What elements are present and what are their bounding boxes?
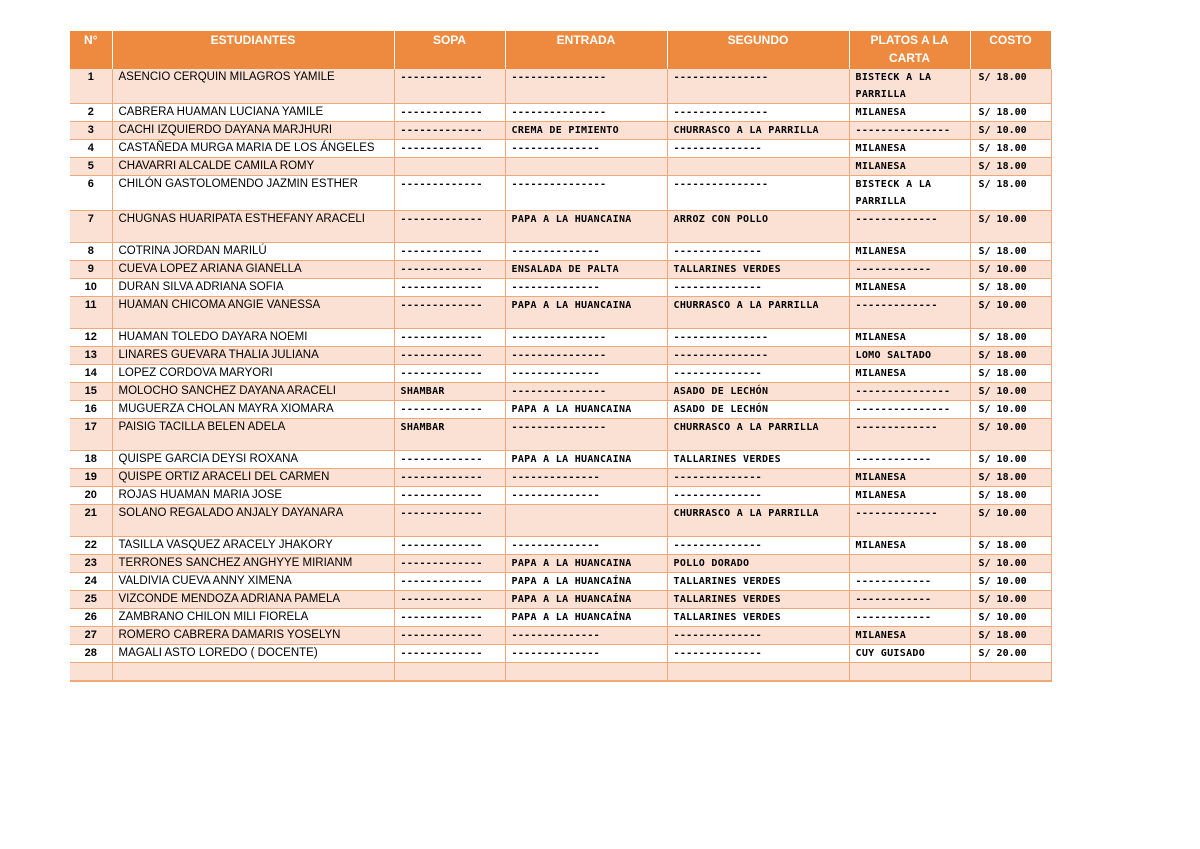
cell-carta: LOMO SALTADO bbox=[849, 347, 970, 365]
cell-costo: S/ 10.00 bbox=[970, 122, 1051, 140]
cell-sopa: ------------- bbox=[394, 487, 505, 505]
cell-carta: ------------ bbox=[849, 591, 970, 609]
cell-carta bbox=[849, 663, 970, 682]
cell-num: 20 bbox=[70, 487, 112, 505]
cell-num: 1 bbox=[70, 69, 112, 104]
cell-carta: MILANESA bbox=[849, 140, 970, 158]
cell-carta: MILANESA bbox=[849, 104, 970, 122]
cell-student-name: LINARES GUEVARA THALIA JULIANA bbox=[112, 347, 394, 365]
cell-sopa: ------------- bbox=[394, 140, 505, 158]
cell-segundo: ASADO DE LECHÓN bbox=[667, 401, 849, 419]
cell-costo: S/ 10.00 bbox=[970, 451, 1051, 469]
table-row bbox=[70, 591, 1051, 609]
cell-entrada: PAPA A LA HUANCAINA bbox=[505, 451, 667, 469]
table-row bbox=[70, 243, 1051, 261]
cell-num: 21 bbox=[70, 505, 112, 537]
cell-carta: BISTECK A LA PARRILLA bbox=[849, 176, 970, 211]
cell-sopa: ------------- bbox=[394, 609, 505, 627]
cell-carta: MILANESA bbox=[849, 469, 970, 487]
cell-costo: S/ 18.00 bbox=[970, 69, 1051, 104]
cell-sopa: ------------- bbox=[394, 243, 505, 261]
cell-entrada: ENSALADA DE PALTA bbox=[505, 261, 667, 279]
cell-costo: S/ 10.00 bbox=[970, 505, 1051, 537]
cell-entrada: PAPA A LA HUANCAINA bbox=[505, 555, 667, 573]
cell-segundo: POLLO DORADO bbox=[667, 555, 849, 573]
cell-carta: --------------- bbox=[849, 122, 970, 140]
cell-entrada: --------------- bbox=[505, 383, 667, 401]
cell-carta: ------------- bbox=[849, 297, 970, 329]
cell-sopa: ------------- bbox=[394, 555, 505, 573]
cell-entrada: PAPA A LA HUANCAÍNA bbox=[505, 591, 667, 609]
cell-carta: ------------ bbox=[849, 573, 970, 591]
cell-student-name: ROJAS HUAMAN MARIA JOSE bbox=[112, 487, 394, 505]
cell-sopa: ------------- bbox=[394, 297, 505, 329]
cell-entrada: -------------- bbox=[505, 645, 667, 663]
cell-segundo: TALLARINES VERDES bbox=[667, 609, 849, 627]
cell-costo: S/ 18.00 bbox=[970, 627, 1051, 645]
cell-student-name: CABRERA HUAMAN LUCIANA YAMILE bbox=[112, 104, 394, 122]
cell-segundo: -------------- bbox=[667, 645, 849, 663]
table-row bbox=[70, 279, 1051, 297]
cell-entrada: --------------- bbox=[505, 347, 667, 365]
cell-entrada: -------------- bbox=[505, 537, 667, 555]
cell-num: 7 bbox=[70, 211, 112, 243]
cell-student-name: VIZCONDE MENDOZA ADRIANA PAMELA bbox=[112, 591, 394, 609]
cell-num: 4 bbox=[70, 140, 112, 158]
table-row bbox=[70, 555, 1051, 573]
cell-segundo: --------------- bbox=[667, 104, 849, 122]
cell-num: 17 bbox=[70, 419, 112, 451]
cell-num: 18 bbox=[70, 451, 112, 469]
col-header-sopa: SOPA bbox=[394, 31, 505, 69]
table-row bbox=[70, 69, 1051, 104]
cell-costo: S/ 10.00 bbox=[970, 591, 1051, 609]
cell-num: 19 bbox=[70, 469, 112, 487]
cell-num: 13 bbox=[70, 347, 112, 365]
table-row bbox=[70, 329, 1051, 347]
cell-carta: MILANESA bbox=[849, 537, 970, 555]
cell-entrada: -------------- bbox=[505, 365, 667, 383]
cell-sopa: ------------- bbox=[394, 469, 505, 487]
cell-segundo: --------------- bbox=[667, 347, 849, 365]
cell-student-name: ROMERO CABRERA DAMARIS YOSELYN bbox=[112, 627, 394, 645]
cell-segundo: --------------- bbox=[667, 69, 849, 104]
cell-entrada bbox=[505, 505, 667, 537]
cell-costo: S/ 10.00 bbox=[970, 573, 1051, 591]
cell-entrada: -------------- bbox=[505, 279, 667, 297]
cell-segundo bbox=[667, 663, 849, 682]
cell-student-name: TERRONES SANCHEZ ANGHYYE MIRIANM bbox=[112, 555, 394, 573]
cell-student-name: DURAN SILVA ADRIANA SOFIA bbox=[112, 279, 394, 297]
cell-student-name bbox=[112, 663, 394, 682]
cell-costo: S/ 18.00 bbox=[970, 347, 1051, 365]
cell-student-name: SOLANO REGALADO ANJALY DAYANARA bbox=[112, 505, 394, 537]
cell-carta: BISTECK A LA PARRILLA bbox=[849, 69, 970, 104]
table-row bbox=[70, 573, 1051, 591]
cell-costo: S/ 10.00 bbox=[970, 383, 1051, 401]
table-row bbox=[70, 419, 1051, 451]
table-row bbox=[70, 297, 1051, 329]
cell-num: 16 bbox=[70, 401, 112, 419]
cell-costo: S/ 10.00 bbox=[970, 555, 1051, 573]
table-row bbox=[70, 401, 1051, 419]
table-row bbox=[70, 487, 1051, 505]
table-row bbox=[70, 505, 1051, 537]
cell-segundo: TALLARINES VERDES bbox=[667, 573, 849, 591]
table-row bbox=[70, 261, 1051, 279]
cell-student-name: CACHI IZQUIERDO DAYANA MARJHURI bbox=[112, 122, 394, 140]
cell-sopa: ------------- bbox=[394, 122, 505, 140]
cell-costo: S/ 10.00 bbox=[970, 261, 1051, 279]
cell-segundo: TALLARINES VERDES bbox=[667, 451, 849, 469]
cell-costo bbox=[970, 663, 1051, 682]
cell-costo: S/ 18.00 bbox=[970, 537, 1051, 555]
cell-entrada: --------------- bbox=[505, 104, 667, 122]
table-row bbox=[70, 347, 1051, 365]
cell-segundo: --------------- bbox=[667, 176, 849, 211]
cell-carta: MILANESA bbox=[849, 158, 970, 176]
cell-num: 14 bbox=[70, 365, 112, 383]
cell-sopa: ------------- bbox=[394, 401, 505, 419]
cell-segundo: -------------- bbox=[667, 279, 849, 297]
cell-costo: S/ 18.00 bbox=[970, 329, 1051, 347]
cell-carta: ------------ bbox=[849, 609, 970, 627]
col-header-segundo: SEGUNDO bbox=[667, 31, 849, 69]
cell-num: 11 bbox=[70, 297, 112, 329]
cell-num: 24 bbox=[70, 573, 112, 591]
cell-costo: S/ 18.00 bbox=[970, 279, 1051, 297]
cell-student-name: QUISPE ORTIZ ARACELI DEL CARMEN bbox=[112, 469, 394, 487]
cell-num: 9 bbox=[70, 261, 112, 279]
cell-entrada: --------------- bbox=[505, 176, 667, 211]
table-row bbox=[70, 158, 1051, 176]
cell-costo: S/ 10.00 bbox=[970, 609, 1051, 627]
cell-num: 23 bbox=[70, 555, 112, 573]
cell-student-name: ZAMBRANO CHILON MILI FIORELA bbox=[112, 609, 394, 627]
cell-student-name: CHAVARRI ALCALDE CAMILA ROMY bbox=[112, 158, 394, 176]
cell-sopa: SHAMBAR bbox=[394, 383, 505, 401]
cell-segundo: TALLARINES VERDES bbox=[667, 261, 849, 279]
cell-sopa: ------------- bbox=[394, 69, 505, 104]
cell-sopa: ------------- bbox=[394, 279, 505, 297]
table-row bbox=[70, 469, 1051, 487]
table-row bbox=[70, 663, 1051, 682]
table-row bbox=[70, 451, 1051, 469]
cell-segundo: -------------- bbox=[667, 537, 849, 555]
cell-student-name: MOLOCHO SANCHEZ DAYANA ARACELI bbox=[112, 383, 394, 401]
cell-carta: --------------- bbox=[849, 401, 970, 419]
cell-student-name: QUISPE GARCIA DEYSI ROXANA bbox=[112, 451, 394, 469]
cell-num: 26 bbox=[70, 609, 112, 627]
cell-sopa: ------------- bbox=[394, 451, 505, 469]
cell-student-name: PAISIG TACILLA BELEN ADELA bbox=[112, 419, 394, 451]
cell-entrada: CREMA DE PIMIENTO bbox=[505, 122, 667, 140]
cell-carta: MILANESA bbox=[849, 627, 970, 645]
cell-student-name: CASTAÑEDA MURGA MARIA DE LOS ÁNGELES bbox=[112, 140, 394, 158]
cell-student-name: VALDIVIA CUEVA ANNY XIMENA bbox=[112, 573, 394, 591]
cell-carta: MILANESA bbox=[849, 279, 970, 297]
cell-carta: ------------ bbox=[849, 261, 970, 279]
col-header-num: N° bbox=[70, 31, 112, 69]
cell-student-name: CHILÓN GASTOLOMENDO JAZMIN ESTHER bbox=[112, 176, 394, 211]
cell-entrada: PAPA A LA HUANCAINA bbox=[505, 401, 667, 419]
cell-entrada: --------------- bbox=[505, 419, 667, 451]
cell-segundo: -------------- bbox=[667, 140, 849, 158]
table-row bbox=[70, 176, 1051, 211]
cell-student-name: LOPEZ CORDOVA MARYORI bbox=[112, 365, 394, 383]
cell-segundo bbox=[667, 158, 849, 176]
cell-entrada: PAPA A LA HUANCAINA bbox=[505, 297, 667, 329]
cell-carta bbox=[849, 555, 970, 573]
table-row bbox=[70, 627, 1051, 645]
cell-costo: S/ 18.00 bbox=[970, 158, 1051, 176]
cell-num: 22 bbox=[70, 537, 112, 555]
cell-segundo: CHURRASCO A LA PARRILLA bbox=[667, 297, 849, 329]
cell-entrada: -------------- bbox=[505, 243, 667, 261]
cell-segundo: -------------- bbox=[667, 627, 849, 645]
cell-costo: S/ 18.00 bbox=[970, 487, 1051, 505]
cell-carta: CUY GUISADO bbox=[849, 645, 970, 663]
cell-student-name: CUEVA LOPEZ ARIANA GIANELLA bbox=[112, 261, 394, 279]
cell-costo: S/ 18.00 bbox=[970, 365, 1051, 383]
table-row bbox=[70, 122, 1051, 140]
table-row bbox=[70, 383, 1051, 401]
cell-costo: S/ 18.00 bbox=[970, 140, 1051, 158]
cell-entrada: --------------- bbox=[505, 69, 667, 104]
cell-segundo: CHURRASCO A LA PARRILLA bbox=[667, 419, 849, 451]
table-row bbox=[70, 104, 1051, 122]
cell-entrada bbox=[505, 158, 667, 176]
cell-segundo: -------------- bbox=[667, 365, 849, 383]
cell-sopa: ------------- bbox=[394, 591, 505, 609]
col-header-costo: COSTO bbox=[970, 31, 1051, 69]
cell-costo: S/ 18.00 bbox=[970, 104, 1051, 122]
cell-sopa: ------------- bbox=[394, 645, 505, 663]
cell-carta: --------------- bbox=[849, 383, 970, 401]
table-row bbox=[70, 537, 1051, 555]
cell-sopa: ------------- bbox=[394, 365, 505, 383]
cell-entrada: -------------- bbox=[505, 469, 667, 487]
cell-sopa: ------------- bbox=[394, 261, 505, 279]
cell-sopa bbox=[394, 158, 505, 176]
table-row bbox=[70, 609, 1051, 627]
cell-entrada: -------------- bbox=[505, 627, 667, 645]
cell-segundo: -------------- bbox=[667, 243, 849, 261]
col-header-carta: PLATOS A LA CARTA bbox=[849, 31, 970, 69]
cell-costo: S/ 10.00 bbox=[970, 297, 1051, 329]
table-row bbox=[70, 365, 1051, 383]
cell-sopa: ------------- bbox=[394, 329, 505, 347]
cell-sopa: ------------- bbox=[394, 104, 505, 122]
cell-segundo: -------------- bbox=[667, 487, 849, 505]
cell-carta: ------------- bbox=[849, 211, 970, 243]
cell-num: 12 bbox=[70, 329, 112, 347]
cell-student-name: HUAMAN CHICOMA ANGIE VANESSA bbox=[112, 297, 394, 329]
cell-entrada: --------------- bbox=[505, 329, 667, 347]
cell-segundo: -------------- bbox=[667, 469, 849, 487]
cell-sopa: ------------- bbox=[394, 573, 505, 591]
cell-segundo: ARROZ CON POLLO bbox=[667, 211, 849, 243]
cell-entrada: PAPA A LA HUANCAÍNA bbox=[505, 609, 667, 627]
cell-sopa: ------------- bbox=[394, 211, 505, 243]
cell-carta: ------------- bbox=[849, 419, 970, 451]
cell-costo: S/ 18.00 bbox=[970, 176, 1051, 211]
col-header-students: ESTUDIANTES bbox=[112, 31, 394, 69]
cell-costo: S/ 10.00 bbox=[970, 419, 1051, 451]
cell-entrada: -------------- bbox=[505, 487, 667, 505]
cell-num: 28 bbox=[70, 645, 112, 663]
cell-sopa: ------------- bbox=[394, 176, 505, 211]
cell-carta: ------------ bbox=[849, 451, 970, 469]
cell-student-name: TASILLA VASQUEZ ARACELY JHAKORY bbox=[112, 537, 394, 555]
cell-sopa: ------------- bbox=[394, 347, 505, 365]
table-row bbox=[70, 645, 1051, 663]
cell-num: 27 bbox=[70, 627, 112, 645]
cell-carta: MILANESA bbox=[849, 243, 970, 261]
cell-segundo: CHURRASCO A LA PARRILLA bbox=[667, 122, 849, 140]
cell-sopa: ------------- bbox=[394, 627, 505, 645]
cell-sopa: ------------- bbox=[394, 537, 505, 555]
table-row bbox=[70, 140, 1051, 158]
orders-table bbox=[70, 31, 1052, 682]
cell-entrada: -------------- bbox=[505, 140, 667, 158]
cell-num: 8 bbox=[70, 243, 112, 261]
cell-segundo: --------------- bbox=[667, 329, 849, 347]
cell-segundo: TALLARINES VERDES bbox=[667, 591, 849, 609]
cell-sopa: ------------- bbox=[394, 505, 505, 537]
cell-carta: MILANESA bbox=[849, 487, 970, 505]
cell-costo: S/ 10.00 bbox=[970, 211, 1051, 243]
cell-student-name: MUGUERZA CHOLAN MAYRA XIOMARA bbox=[112, 401, 394, 419]
header-row bbox=[70, 31, 1051, 69]
table-row bbox=[70, 211, 1051, 243]
cell-num bbox=[70, 663, 112, 682]
cell-num: 6 bbox=[70, 176, 112, 211]
cell-carta: MILANESA bbox=[849, 329, 970, 347]
cell-student-name: COTRINA JORDAN MARILÚ bbox=[112, 243, 394, 261]
cell-student-name: HUAMAN TOLEDO DAYARA NOEMI bbox=[112, 329, 394, 347]
cell-student-name: ASENCIO CERQUIN MILAGROS YAMILE bbox=[112, 69, 394, 104]
cell-sopa: SHAMBAR bbox=[394, 419, 505, 451]
cell-num: 2 bbox=[70, 104, 112, 122]
cell-costo: S/ 20.00 bbox=[970, 645, 1051, 663]
cell-carta: ------------- bbox=[849, 505, 970, 537]
cell-num: 25 bbox=[70, 591, 112, 609]
cell-costo: S/ 10.00 bbox=[970, 401, 1051, 419]
cell-segundo: ASADO DE LECHÓN bbox=[667, 383, 849, 401]
cell-costo: S/ 18.00 bbox=[970, 469, 1051, 487]
cell-entrada: PAPA A LA HUANCAINA bbox=[505, 211, 667, 243]
cell-entrada: PAPA A LA HUANCAÍNA bbox=[505, 573, 667, 591]
cell-num: 15 bbox=[70, 383, 112, 401]
cell-sopa bbox=[394, 663, 505, 682]
cell-student-name: MAGALI ASTO LOREDO ( DOCENTE) bbox=[112, 645, 394, 663]
cell-entrada bbox=[505, 663, 667, 682]
cell-num: 5 bbox=[70, 158, 112, 176]
cell-carta: MILANESA bbox=[849, 365, 970, 383]
cell-student-name: CHUGNAS HUARIPATA ESTHEFANY ARACELI bbox=[112, 211, 394, 243]
cell-num: 10 bbox=[70, 279, 112, 297]
cell-costo: S/ 18.00 bbox=[970, 243, 1051, 261]
cell-num: 3 bbox=[70, 122, 112, 140]
cell-segundo: CHURRASCO A LA PARRILLA bbox=[667, 505, 849, 537]
col-header-entrada: ENTRADA bbox=[505, 31, 667, 69]
